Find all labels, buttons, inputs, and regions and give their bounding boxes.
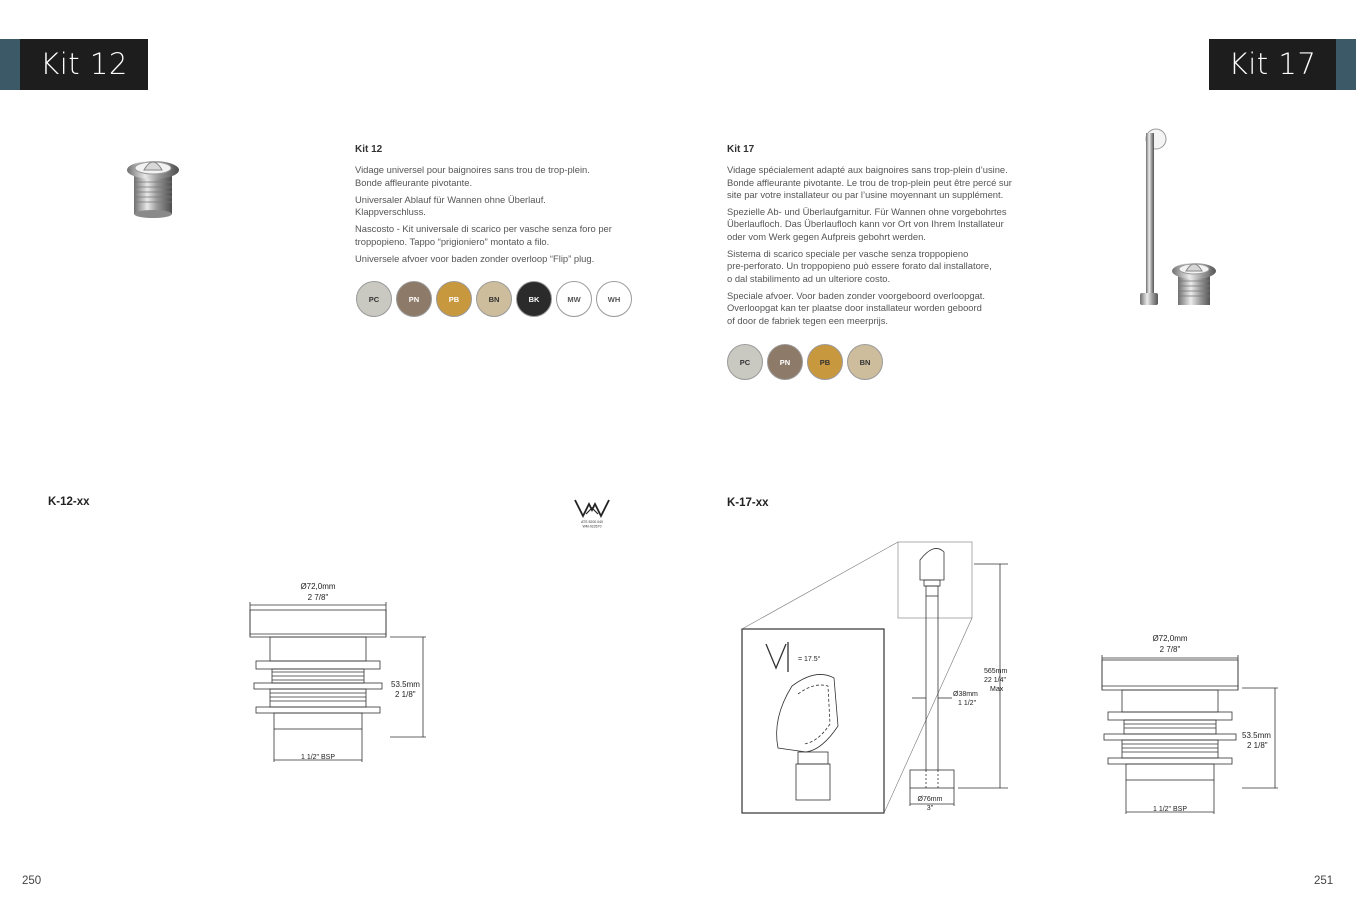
- kit12-dim-diameter-in: 2 7/8": [307, 593, 329, 602]
- finish-swatch[interactable]: BK: [516, 281, 552, 317]
- kit17-text-de: Spezielle Ab- und Überlaufgarnitur. Für Wannen ohne vorgebohrtes Überlaufloch. Das Überlaufloch kann vor Ort von Ihrem Installateur oder vom Werk gegen Aufpreis gebohrt werden.: [727, 206, 1007, 242]
- finish-swatch[interactable]: WH: [596, 281, 632, 317]
- kit12-dim-height-in: 2 1/8": [395, 690, 416, 699]
- kit12-text-de: Universaler Ablauf für Wannen ohne Überlauf. Klappverschluss.: [355, 193, 546, 218]
- kit12-technical-drawing: [240, 576, 460, 766]
- kit12-heading: Kit 12: [355, 144, 383, 155]
- kit17-dim-waste-height-in: 2 1/8": [1247, 741, 1268, 750]
- kit17-dim-angle: = 17.5°: [798, 656, 821, 663]
- kit17-product-image: [1130, 125, 1220, 310]
- kit17-dim-pipe-height-mm: 565mm: [984, 668, 1008, 675]
- kit17-dim-waste-diameter-mm: Ø72,0mm: [1152, 634, 1188, 643]
- kit17-technical-drawing: [738, 538, 1038, 818]
- kit17-finish-swatches: [727, 344, 883, 380]
- kit17-text-nl: Speciale afvoer. Voor baden zonder voorgeboord overloopgat. Overloopgat kan ter plaatse door installateur worden geboord of door de fabriek tegen een meerprijs.: [727, 289, 985, 326]
- finish-swatch[interactable]: BN: [476, 281, 512, 317]
- finish-swatch[interactable]: PB: [807, 344, 843, 380]
- left-page-tab: Kit 12: [20, 39, 148, 90]
- finish-swatch[interactable]: PN: [396, 281, 432, 317]
- finish-swatch[interactable]: PC: [727, 344, 763, 380]
- kit12-product-image: [120, 152, 186, 224]
- kit17-waste-drawing: [1090, 628, 1300, 818]
- kit12-dim-diameter-mm: Ø72,0mm: [300, 582, 336, 591]
- kit12-text-nl: Universele afvoer voor baden zonder overloop “Flip” plug.: [355, 253, 595, 265]
- wels-logo-line1: ATS 5200.040: [580, 520, 604, 524]
- right-tab-accent: [1336, 39, 1356, 90]
- kit17-dim-pipe-height-note: Max: [990, 686, 1004, 693]
- kit17-dim-base-diameter-mm: Ø76mm: [917, 796, 943, 803]
- kit12-dim-height-mm: 53.5mm: [391, 680, 420, 689]
- kit12-dim-thread: 1 1/2" BSP: [300, 754, 336, 761]
- kit17-product-code: K-17-xx: [727, 497, 769, 509]
- kit17-dim-base-diameter-in: 3": [926, 805, 934, 812]
- wels-logo: [572, 498, 612, 532]
- finish-swatch[interactable]: PB: [436, 281, 472, 317]
- left-tab-accent: [0, 39, 20, 90]
- right-page-tab: Kit 17: [1209, 39, 1336, 90]
- kit17-dim-waste-diameter-in: 2 7/8": [1159, 645, 1181, 654]
- kit12-text-fr: Vidage universel pour baignoires sans trou de trop-plein. Bonde affleurante pivotante.: [355, 164, 590, 188]
- kit17-dim-waste-height-mm: 53.5mm: [1242, 731, 1271, 740]
- kit17-dim-pipe-height-in: 22 1/4": [984, 677, 1006, 684]
- kit17-dim-thread: 1 1/2" BSP: [1152, 806, 1188, 813]
- kit17-heading: Kit 17: [727, 144, 755, 155]
- kit12-product-code: K-12-xx: [48, 496, 90, 508]
- kit17-dim-pipe-diameter-mm: Ø38mm: [953, 691, 978, 698]
- finish-swatch[interactable]: PC: [356, 281, 392, 317]
- kit17-text-fr: Vidage spécialement adapté aux baignoires sans trop-plein d’usine. Bonde affleurante pivotante. Le trou de trop-plein peut être percé sur site par votre installateur ou par l’usine moyennant un supplément.: [727, 164, 1012, 200]
- kit12-description: [355, 144, 655, 270]
- finish-swatch[interactable]: BN: [847, 344, 883, 380]
- kit12-finish-swatches: [356, 281, 632, 317]
- right-page-number: 251: [1314, 875, 1334, 887]
- finish-swatch[interactable]: MW: [556, 281, 592, 317]
- kit17-text-it: Sistema di scarico speciale per vasche senza troppopieno pre-perforato. Un troppopieno può essere forato dal installatore, o dal stabilimento ad un ulteriore costo.: [727, 248, 992, 284]
- wels-logo-line2: WM-022670: [582, 524, 602, 529]
- finish-swatch[interactable]: PN: [767, 344, 803, 380]
- left-page-number: 250: [22, 875, 42, 887]
- kit12-text-it: Nascosto - Kit universale di scarico per vasche senza foro per troppopieno. Tappo “prigioniero” montato a filo.: [355, 223, 612, 247]
- kit17-dim-pipe-diameter-in: 1 1/2": [958, 700, 977, 707]
- kit17-description: [727, 144, 1027, 332]
